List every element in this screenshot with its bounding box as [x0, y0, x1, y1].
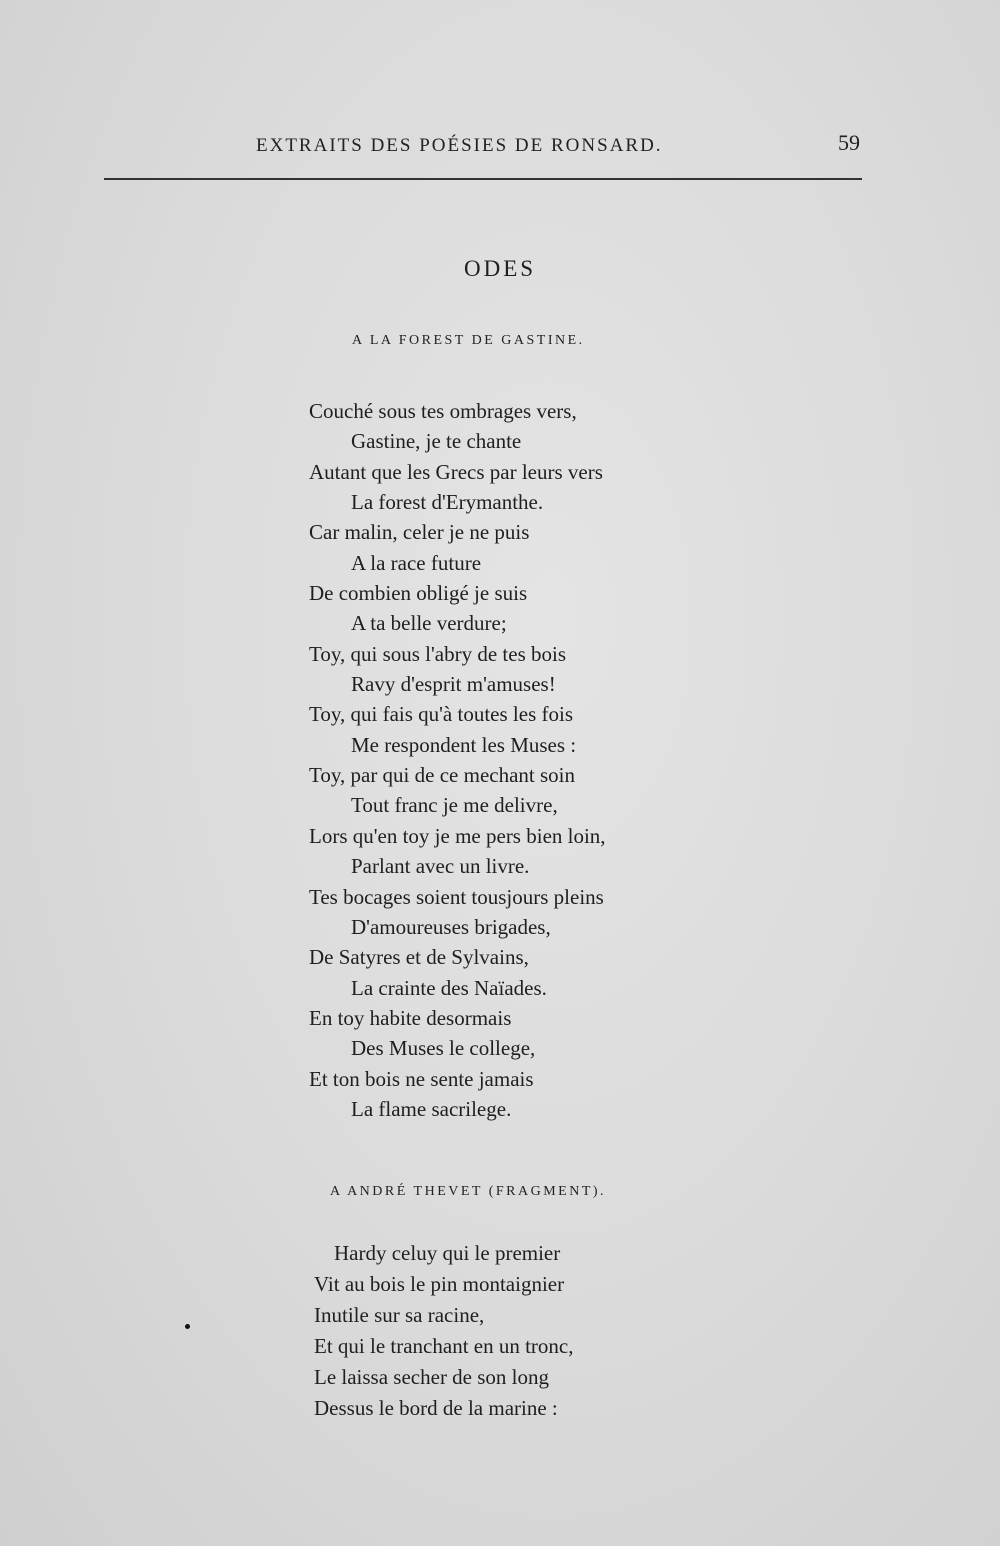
poem-forest-de-gastine	[309, 396, 606, 1124]
verse-line: D'amoureuses brigades,	[351, 914, 551, 939]
verse-line: Et ton bois ne sente jamais	[309, 1066, 534, 1091]
verse-line: Des Muses le college,	[351, 1036, 536, 1061]
verse-line: Lors qu'en toy je me pers bien loin,	[309, 823, 606, 848]
verse-line: A ta belle verdure;	[351, 611, 507, 636]
verse-line: Car malin, celer je ne puis	[309, 520, 530, 545]
running-head: EXTRAITS DES POÉSIES DE RONSARD.	[256, 135, 663, 156]
verse-line: Le laissa secher de son long	[314, 1365, 550, 1389]
verse-line: Et qui le tranchant en un tronc,	[314, 1334, 574, 1358]
verse-line: Toy, qui fais qu'à toutes les fois	[309, 702, 573, 727]
verse-line: Me respondent les Muses :	[351, 732, 577, 757]
verse-line: De combien obligé je suis	[309, 581, 528, 606]
header-rule	[104, 178, 862, 180]
verse-line: La crainte des Naïades.	[351, 975, 547, 1000]
section-title: ODES	[463, 256, 537, 281]
verse-line: Toy, qui sous l'abry de tes bois	[309, 641, 567, 666]
ink-speck	[185, 1324, 190, 1329]
verse-line: La forest d'Erymanthe.	[351, 490, 544, 515]
verse-line: Autant que les Grecs par leurs vers	[309, 459, 603, 484]
verse-line: Hardy celuy qui le premier	[334, 1241, 561, 1265]
poem-title-andre-thevet: A ANDRÉ THEVET (FRAGMENT).	[330, 1184, 607, 1199]
poem-title-forest-de-gastine: A LA FOREST DE GASTINE.	[352, 333, 585, 348]
verse-line: Tes bocages soient tousjours pleins	[309, 884, 604, 909]
verse-line: Tout franc je me delivre,	[351, 793, 558, 818]
verse-line: Couché sous tes ombrages vers,	[309, 399, 577, 423]
verse-line: Toy, par qui de ce mechant soin	[309, 763, 575, 788]
page-number: 59	[838, 130, 860, 155]
verse-line: Dessus le bord de la marine :	[314, 1396, 558, 1420]
verse-line: Ravy d'esprit m'amuses!	[351, 672, 556, 697]
verse-line: De Satyres et de Sylvains,	[309, 945, 529, 970]
verse-line: En toy habite desormais	[309, 1005, 512, 1030]
verse-line: Parlant avec un livre.	[351, 854, 530, 879]
verse-line: Inutile sur sa racine,	[314, 1303, 485, 1327]
verse-line: La flame sacrilege.	[351, 1096, 512, 1121]
verse-line: A la race future	[351, 550, 482, 575]
verse-line: Gastine, je te chante	[351, 429, 522, 454]
poem-andre-thevet	[314, 1238, 574, 1424]
verse-line: Vit au bois le pin montaignier	[314, 1272, 565, 1296]
